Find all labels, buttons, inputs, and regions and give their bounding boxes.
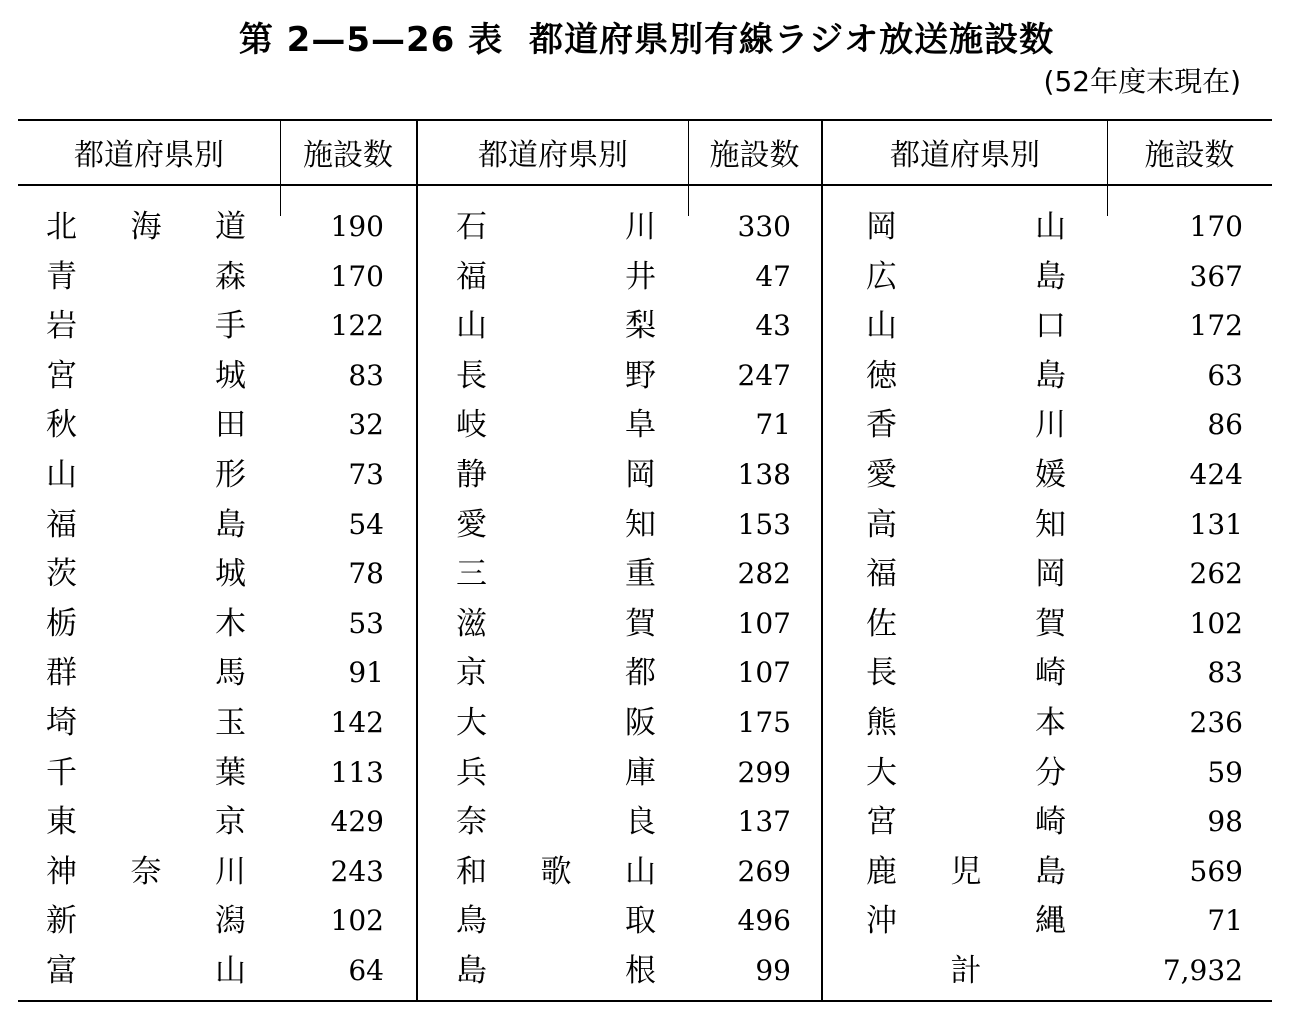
prefecture-name: 栃 木	[46, 605, 246, 642]
facility-count: 367	[1189, 259, 1243, 293]
prefecture-name: 徳 島	[866, 357, 1066, 394]
prefecture-name: 愛 知	[456, 506, 656, 543]
facility-count: 99	[755, 954, 791, 987]
header-prefecture: 都道府県別	[74, 138, 224, 173]
facility-count: 78	[348, 557, 384, 591]
header-prefecture: 都道府県別	[890, 138, 1040, 173]
prefecture-name: 埼 玉	[46, 705, 246, 741]
table-row	[0, 450, 1293, 500]
prefecture-name: 岩 手	[46, 308, 246, 345]
facility-count: 64	[348, 954, 384, 987]
prefecture-name: 佐 賀	[866, 605, 1066, 642]
table-row	[0, 797, 1293, 847]
prefecture-name: 奈 良	[456, 804, 656, 841]
prefecture-name: 福 島	[46, 506, 246, 543]
header-count: 施設数	[1144, 138, 1235, 173]
total-count: 7,932	[1162, 954, 1243, 987]
prefecture-name: 秋 田	[46, 407, 246, 444]
prefecture-name: 岐 阜	[456, 407, 656, 444]
facility-count: 243	[330, 854, 384, 888]
header-border	[18, 184, 1272, 186]
facility-count: 299	[737, 755, 791, 789]
prefecture-name: 熊 本	[866, 705, 1066, 741]
facility-count: 330	[737, 210, 791, 243]
facility-count: 113	[330, 755, 384, 789]
prefecture-name: 大 分	[866, 754, 1066, 791]
prefecture-name: 福 岡	[866, 556, 1066, 593]
table-row	[0, 351, 1293, 401]
facility-count: 83	[1207, 656, 1243, 690]
prefecture-name: 静 岡	[456, 457, 656, 493]
facility-count: 269	[737, 854, 791, 888]
facility-count: 424	[1189, 458, 1243, 491]
facility-count: 86	[1207, 408, 1243, 442]
prefecture-name: 岡 山	[866, 209, 1066, 245]
table-row	[0, 847, 1293, 897]
table-row	[0, 946, 1293, 996]
prefecture-name: 長 崎	[866, 655, 1066, 692]
facility-count: 107	[737, 606, 791, 640]
table-row	[0, 599, 1293, 649]
prefecture-name: 兵 庫	[456, 754, 656, 791]
prefecture-name: 香 川	[866, 407, 1066, 444]
table-row	[0, 252, 1293, 302]
table-row	[0, 896, 1293, 946]
prefecture-name: 三 重	[456, 556, 656, 593]
header-count: 施設数	[709, 138, 800, 173]
facility-count: 32	[348, 408, 384, 442]
facility-count: 91	[348, 656, 384, 690]
header-prefecture: 都道府県別	[478, 138, 628, 173]
table-row	[0, 698, 1293, 748]
table-row	[0, 301, 1293, 351]
facility-count: 73	[348, 458, 384, 491]
prefecture-name: 宮 崎	[866, 804, 1066, 841]
prefecture-name: 群 馬	[46, 655, 246, 692]
facility-count: 59	[1207, 755, 1243, 789]
facility-count: 63	[1207, 358, 1243, 392]
prefecture-name: 山 梨	[456, 308, 656, 345]
facility-count: 83	[348, 358, 384, 392]
prefecture-name: 茨 城	[46, 556, 246, 593]
table-row	[0, 549, 1293, 599]
facility-count: 247	[737, 358, 791, 392]
facility-count: 236	[1189, 706, 1243, 739]
table-row	[0, 748, 1293, 798]
facility-count: 71	[755, 408, 791, 442]
prefecture-name: 福 井	[456, 258, 656, 295]
prefecture-name: 高 知	[866, 506, 1066, 543]
table-title-text: 都道府県別有線ラジオ放送施設数	[529, 20, 1055, 60]
prefecture-name: 滋 賀	[456, 605, 656, 642]
facility-count: 43	[755, 309, 791, 343]
prefecture-name: 鳥 取	[456, 903, 656, 940]
header-count: 施設数	[303, 138, 393, 173]
prefecture-name: 大 阪	[456, 705, 656, 741]
facility-count: 122	[330, 309, 384, 343]
table-number: 第 2—5—26 表	[238, 20, 504, 60]
prefecture-name: 宮 城	[46, 357, 246, 394]
facility-count: 262	[1189, 557, 1243, 591]
facility-count: 153	[737, 507, 791, 541]
prefecture-name: 京 都	[456, 655, 656, 692]
prefecture-name: 鹿 児 島	[866, 853, 1066, 890]
facility-count: 172	[1189, 309, 1243, 343]
prefecture-name: 和 歌 山	[456, 853, 656, 890]
prefecture-name: 広 島	[866, 258, 1066, 295]
prefecture-name: 東 京	[46, 804, 246, 841]
prefecture-name: 新 潟	[46, 903, 246, 940]
table-title	[0, 12, 1293, 61]
prefecture-name: 富 山	[46, 953, 246, 989]
facility-count: 107	[737, 656, 791, 690]
facility-count: 98	[1207, 805, 1243, 839]
prefecture-name: 長 野	[456, 357, 656, 394]
facility-count: 429	[330, 805, 384, 839]
facility-count: 131	[1189, 507, 1243, 541]
facility-count: 102	[1189, 606, 1243, 640]
table-row	[0, 648, 1293, 698]
facility-count: 170	[330, 259, 384, 293]
facility-count: 53	[348, 606, 384, 640]
table-row	[0, 202, 1293, 252]
total-label: 計	[950, 953, 982, 989]
as-of-note: (52年度末現在)	[1043, 65, 1241, 98]
facility-count: 142	[330, 706, 384, 739]
prefecture-name: 山 口	[866, 308, 1066, 345]
facility-count: 282	[737, 557, 791, 591]
table-row	[0, 500, 1293, 550]
facility-count: 102	[330, 904, 384, 938]
bottom-border	[18, 1000, 1272, 1002]
prefecture-name: 北 海 道	[46, 209, 246, 245]
facility-count: 496	[737, 904, 791, 938]
prefecture-name: 山 形	[46, 457, 246, 493]
prefecture-name: 青 森	[46, 258, 246, 295]
facility-count: 71	[1207, 904, 1243, 938]
facility-count: 54	[348, 507, 384, 541]
prefecture-name: 沖 縄	[866, 903, 1066, 940]
table-row	[0, 400, 1293, 450]
prefecture-name: 千 葉	[46, 754, 246, 791]
prefecture-name: 愛 媛	[866, 457, 1066, 493]
top-border	[18, 119, 1272, 121]
prefecture-name: 島 根	[456, 953, 656, 989]
facility-count: 170	[1189, 210, 1243, 243]
facility-count: 175	[737, 706, 791, 739]
facility-count: 190	[330, 210, 384, 243]
facility-count: 137	[737, 805, 791, 839]
prefecture-name: 神 奈 川	[46, 853, 246, 890]
facility-count: 47	[755, 259, 791, 293]
facility-count: 138	[737, 458, 791, 491]
prefecture-name: 石 川	[456, 209, 656, 245]
facility-count: 569	[1189, 854, 1243, 888]
